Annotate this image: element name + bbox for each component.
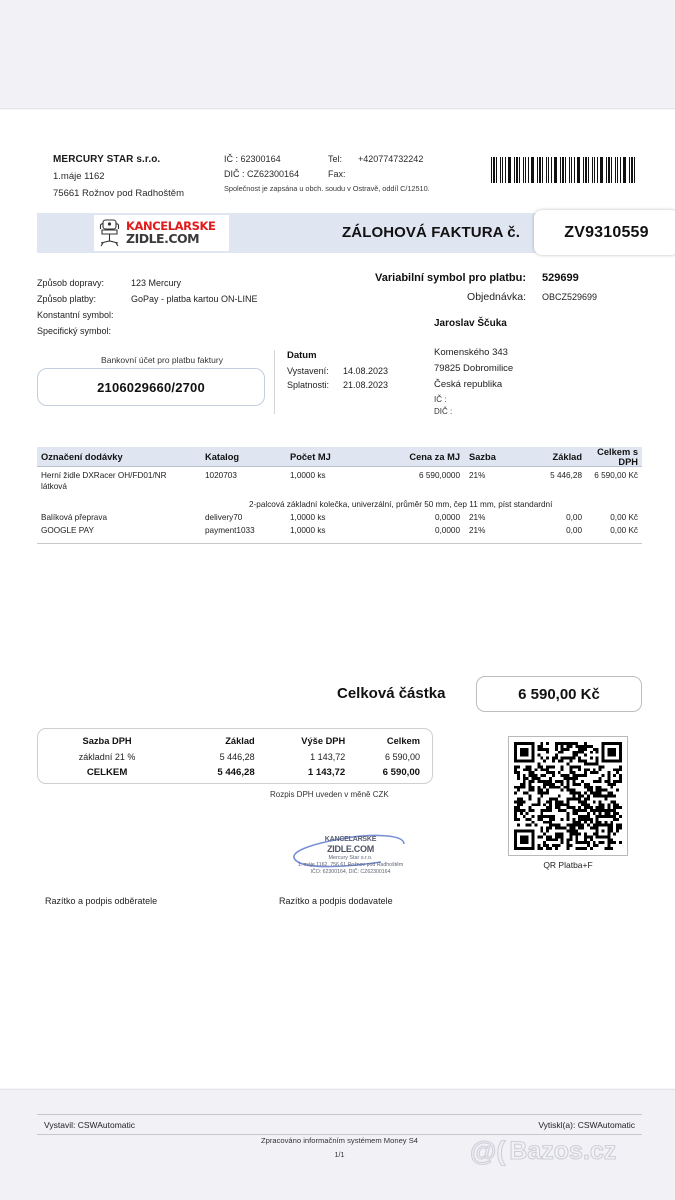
cell-name: Balíková přeprava — [41, 513, 107, 522]
footer-printed-by — [37, 1120, 635, 1130]
delivery-payment-block — [37, 278, 258, 342]
cell-name: GOOGLE PAY — [41, 526, 94, 535]
delivery-label: Způsob dopravy: — [37, 278, 105, 288]
stamp-line2: ZIDLE.COM — [327, 844, 374, 854]
table-row — [37, 509, 642, 522]
customer-street: Komenského 343 — [434, 347, 508, 358]
date-block — [287, 350, 388, 394]
order-row — [330, 291, 642, 303]
supplier-registration-block — [224, 154, 474, 193]
issue-date-row — [287, 366, 388, 376]
qr-code-image — [514, 742, 622, 850]
col-header-rate: Sazba — [469, 451, 496, 462]
col-header-name: Označení dodávky — [41, 451, 123, 462]
cell-price: 6 590,0000 — [419, 471, 460, 480]
table-row — [37, 522, 642, 535]
item-note: 2-palcová základní kolečka, univerzální, průměr 50 mm, čep 11 mm, píst standardní — [249, 500, 553, 509]
cell-price: 0,0000 — [434, 526, 460, 535]
order-label: Objednávka: — [467, 291, 526, 303]
customer-name: Jaroslav Ščuka — [434, 318, 507, 329]
barcode — [491, 157, 639, 183]
supplier-name: MERCURY STAR s.r.o. — [53, 154, 161, 165]
cell-base: 0,00 — [566, 513, 582, 522]
bank-account-caption: Bankovní účet pro platbu faktury — [101, 355, 223, 365]
qr-code-label: QR Platba+F — [543, 860, 593, 870]
vat-cell-total: 6 590,00 — [384, 752, 420, 762]
date-heading: Datum — [287, 350, 317, 361]
bazos-watermark — [470, 1136, 616, 1167]
supplier-block — [53, 154, 184, 199]
supplier-city: 75661 Rožnov pod Radhoštěm — [53, 188, 184, 199]
footer-rule-top — [37, 1114, 642, 1115]
ic-value: 62300164 — [240, 154, 281, 164]
watermark-at-icon: @( — [470, 1136, 506, 1166]
issue-date-value: 14.08.2023 — [343, 366, 389, 376]
vat-cell-base: 5 446,28 — [219, 752, 255, 762]
vat-table-total-row — [38, 764, 432, 780]
vat-summary-table — [37, 728, 433, 784]
due-date-value: 21.08.2023 — [343, 380, 389, 390]
table-row — [37, 467, 642, 480]
cell-catalog: delivery70 — [205, 513, 243, 522]
cell-name-continuation: látková — [41, 482, 67, 491]
vat-currency-note: Rozpis DPH uveden v měně CZK — [270, 790, 389, 799]
total-label: Celková částka — [337, 685, 446, 702]
variable-symbol-value: 529699 — [542, 272, 579, 284]
vat-table-header — [38, 734, 432, 750]
cell-qty: 1,0000 ks — [290, 471, 326, 480]
items-table — [37, 447, 642, 544]
footer-system-note: Zpracováno informačním systémem Money S4 — [261, 1136, 418, 1145]
brand-logo-text — [126, 218, 216, 246]
buyer-signature-label: Razítko a podpis odběratele — [45, 896, 158, 906]
cell-qty: 1,0000 ks — [290, 526, 326, 535]
cell-price: 0,0000 — [434, 513, 460, 522]
items-table-header — [37, 447, 642, 466]
cell-rate: 21% — [469, 513, 486, 522]
vat-cell-rate: základní 21 % — [78, 752, 136, 762]
customer-country: Česká republika — [434, 379, 503, 390]
order-value: OBCZ529699 — [542, 292, 598, 302]
vat-cell-vat: 1 143,72 — [310, 752, 346, 762]
variable-symbol-row — [330, 272, 642, 284]
brand-logo-line2: ZIDLE.COM — [126, 231, 200, 246]
fax-label: Fax: — [328, 169, 346, 179]
registration-note: Společnost je zapsána u obch. soudu v Ostravě, oddíl C/12510. — [224, 184, 430, 193]
list-item — [37, 326, 258, 336]
vat-total-vat: 1 143,72 — [307, 767, 346, 778]
supplier-street: 1.máje 1162 — [53, 171, 105, 182]
vat-col-rate: Sazba DPH — [82, 736, 132, 746]
tel-value: +420774732242 — [358, 154, 424, 164]
footer-issued-by-label: Vystavil: — [44, 1120, 76, 1130]
cell-catalog: 1020703 — [205, 471, 237, 480]
vat-col-base: Základ — [225, 736, 255, 746]
supplier-dic-row — [224, 169, 474, 179]
qr-code — [508, 736, 628, 856]
vat-total-total: 6 590,00 — [382, 767, 420, 778]
watermark-text: Bazos.cz — [509, 1137, 617, 1165]
footer-page-number: 1/1 — [334, 1150, 345, 1159]
supplier-stamp — [278, 836, 423, 888]
vat-total-base: 5 446,28 — [217, 767, 255, 778]
cell-total: 0,00 Kč — [610, 513, 638, 522]
dic-value: CZ62300164 — [247, 169, 300, 179]
cell-name: Herní židle DXRacer OH/FD01/NR — [41, 471, 167, 480]
document-number: ZV9310559 — [534, 210, 675, 255]
ic-label: IČ : — [224, 154, 239, 164]
customer-block — [434, 318, 513, 419]
cell-catalog: payment1033 — [205, 526, 255, 535]
cell-rate: 21% — [469, 526, 486, 535]
vat-table-row — [38, 750, 432, 764]
cell-total: 0,00 Kč — [610, 526, 638, 535]
payment-label: Způsob platby: — [37, 294, 97, 304]
cell-qty: 1,0000 ks — [290, 513, 326, 522]
cell-base: 5 446,28 — [550, 471, 582, 480]
stamp-line5: IČO: 62300164, DIČ: CZ62300164 — [310, 869, 391, 875]
office-chair-icon — [97, 218, 123, 248]
table-bottom-rule — [37, 543, 642, 544]
customer-ic-label: IČ : — [434, 395, 447, 404]
supplier-ic-row — [224, 154, 474, 164]
constant-symbol-label: Konstantní symbol: — [37, 310, 114, 320]
bank-account-number: 2106029660/2700 — [37, 368, 265, 406]
footer-printed-by-value: CSWAutomatic — [577, 1120, 635, 1130]
specific-symbol-label: Specifický symbol: — [37, 326, 112, 336]
customer-city: 79825 Dobromilice — [434, 363, 514, 374]
col-header-price: Cena za MJ — [409, 451, 460, 462]
stamp-line3: Mercury Star s.r.o. — [328, 855, 373, 861]
footer-issued-by-value: CSWAutomatic — [77, 1120, 136, 1130]
col-header-catalog: Katalog — [205, 451, 240, 462]
stamp-line1: KANCELARSKE — [324, 836, 377, 843]
col-header-base: Základ — [552, 451, 582, 462]
cell-total: 6 590,00 Kč — [594, 471, 638, 480]
brand-logo — [94, 215, 229, 251]
variable-symbol-label: Variabilní symbol pro platbu: — [375, 272, 526, 284]
payment-value: GoPay - platba kartou ON-LINE — [131, 294, 258, 304]
divider — [274, 350, 275, 414]
cell-base: 0,00 — [566, 526, 582, 535]
col-header-qty: Počet MJ — [290, 451, 331, 462]
customer-dic-label: DIČ : — [434, 407, 453, 416]
tel-label: Tel: — [328, 154, 343, 164]
delivery-value: 123 Mercury — [131, 278, 182, 288]
due-date-row — [287, 380, 388, 390]
list-item — [37, 310, 258, 320]
dic-label: DIČ : — [224, 169, 245, 179]
stamp-line4: 1. máje 1162, 756 61 Rožnov pod Radhoštěm — [297, 862, 404, 868]
list-item — [37, 294, 258, 304]
cell-rate: 21% — [469, 471, 486, 480]
payment-reference-block — [330, 272, 642, 310]
vat-col-vat: Výše DPH — [301, 736, 346, 746]
vat-col-total: Celkem — [386, 736, 420, 746]
supplier-signature-label: Razítko a podpis dodavatele — [279, 896, 393, 906]
list-item — [37, 278, 258, 288]
due-date-label: Splatnosti: — [287, 380, 330, 390]
col-header-total: Celkem s DPH — [597, 446, 638, 467]
vat-total-label: CELKEM — [86, 767, 128, 778]
total-amount: 6 590,00 Kč — [476, 676, 642, 712]
brand-logo-line1: KANCELARSKE — [126, 218, 216, 233]
title-band — [37, 213, 649, 253]
issue-date-label: Vystavení: — [287, 366, 329, 376]
document-title: ZÁLOHOVÁ FAKTURA č. — [342, 224, 521, 241]
footer-printed-by-label: Vytiskl(a): — [538, 1120, 576, 1130]
footer-rule-bottom — [37, 1134, 642, 1135]
